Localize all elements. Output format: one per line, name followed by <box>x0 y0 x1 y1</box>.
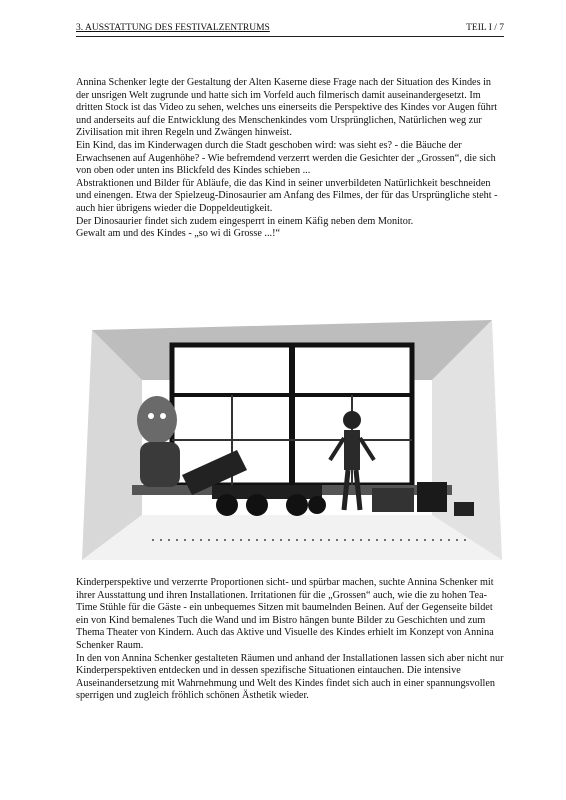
page-reference: TEIL I / 7 <box>466 23 504 33</box>
floor <box>82 515 502 560</box>
figure-body <box>344 430 360 470</box>
paragraph: Der Dinosaurier findet sich zudem eingesperrt in einem Käfig neben dem Monitor. <box>76 215 414 227</box>
page-header <box>76 22 504 37</box>
body-text-top <box>76 77 506 241</box>
doll-body <box>140 442 180 487</box>
section-title: 3. AUSSTATTUNG DES FESTIVALZENTRUMS <box>76 23 270 33</box>
figure-head <box>343 411 361 429</box>
paragraph: In den von Annina Schenker gestalteten Räumen und anhand der Installationen lassen sich aber nicht nur Kinderperspektiven entdecken und in dessen spezifische Situationen eintauchen. Die intensive Auseinandersetzung mit Wahrnehmung und Welt des Kindes findet sich auch in einer spannungsvollen sperrigen und zugleich fröhlich schönen Ästhetik wieder. <box>76 652 504 702</box>
doll-head <box>137 396 177 444</box>
paragraph: Ein Kind, das im Kinderwagen durch die Stadt geschoben wird: was sieht es? - die Bäuche der Erwachsenen auf Augenhöhe? - Wie befremdend verzerrt werden die Gesichter der „Grossen“, die sich von oben oder unten ins Blickfeld des Kindes schieben ... <box>76 139 496 177</box>
paragraph: Gewalt am und des Kindes - „so wi di Grosse ...!“ <box>76 228 280 240</box>
toy-block <box>454 502 474 516</box>
toy-box <box>417 482 447 512</box>
toy-box <box>372 488 414 512</box>
body-text-bottom <box>76 577 506 703</box>
photo-toys-by-window <box>72 270 512 565</box>
paragraph: Annina Schenker legte der Gestaltung der Alten Kaserne diese Frage nach der Situation des Kindes in der unsrigen Welt zugrunde und hatte sich im Vorfeld auch filmerisch damit auseinandergesetzt. Im dritten Stock ist das Video zu sehen, welches uns einerseits die Perspektive des Kindes vor Augen führt und anderseits auf die Entwicklung des Menschenkindes vom Ursprünglichen, Natürlichen weg zur Zivilisation mit ihren Regeln und Zwängen hinweist. <box>76 77 498 139</box>
paragraph: Abstraktionen und Bilder für Abläufe, die das Kind in seiner unverbildeten Natürlichkeit beschneiden und einengen. Etwa der Spielzeug-Dinosaurier am Anfang des Filmes, der für das Ursprüngliche steht - auch hier übrigens wieder die Doppeldeutigkeit. <box>76 177 498 214</box>
paragraph: Kinderperspektive und verzerrte Proportionen sicht- und spürbar machen, suchte Annina Schenker mit ihrer Ausstattung und ihren Installationen. Irritationen für die „Grossen“ auch, wie die zu hohen Tea-Time Stühle für die Gäste - ein unbequemes Sitzen mit baumelnden Beinen. Auf der Gegenseite bildet ein von Kind bemalenes Tuch die Wand und im Bistro hängen bunte Bilder zu Geschichten und zum Thema Theater von Kindern. Auch das Aktive und Visuelle des Kindes erhielt im Konzept von Annina Schenker Raum. <box>76 577 494 651</box>
photo-illustration <box>72 270 512 565</box>
